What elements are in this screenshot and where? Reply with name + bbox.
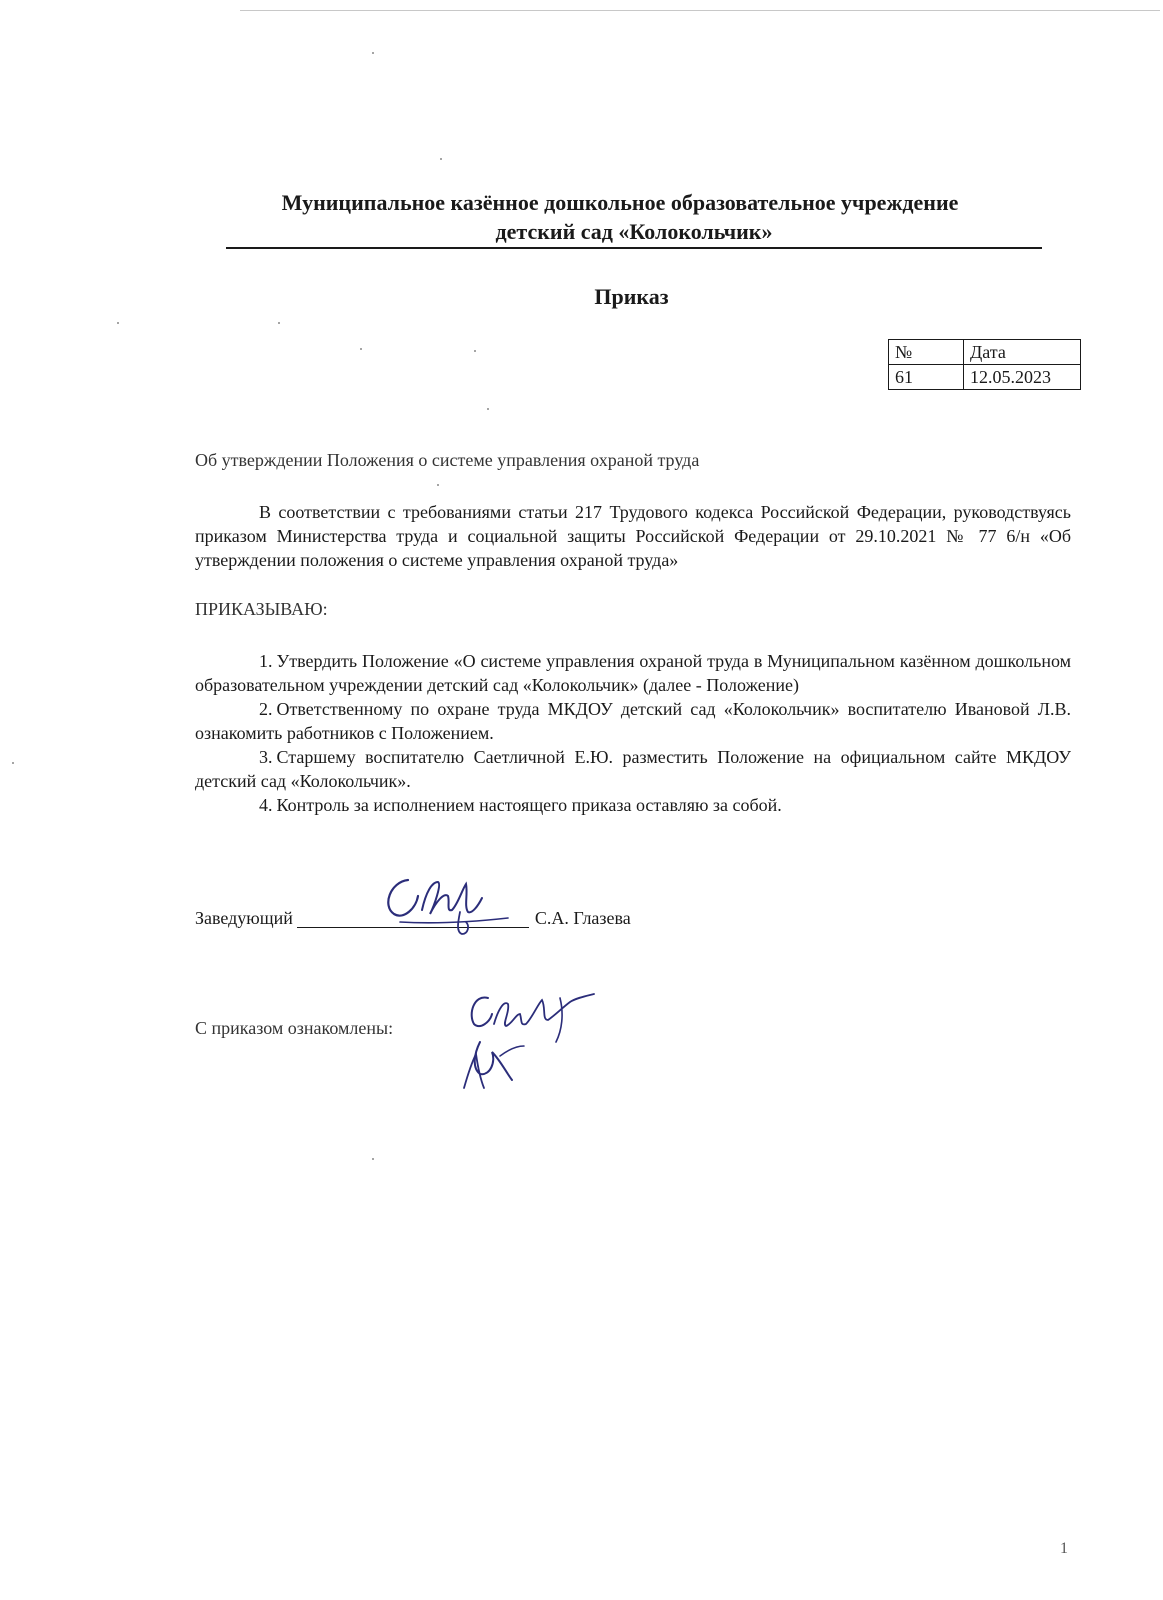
item-number: 1. bbox=[259, 651, 273, 671]
signatory-position: Заведующий bbox=[195, 908, 293, 928]
item-text: Ответственному по охране труда МКДОУ детский сад «Колокольчик» воспитателю Ивановой Л.В. ознакомить работников с Положением. bbox=[195, 699, 1071, 743]
table-header-row bbox=[889, 340, 1081, 365]
item-text: Старшему воспитателю Саетличной Е.Ю. разместить Положение на официальном сайте МКДОУ детский сад «Колокольчик». bbox=[195, 747, 1071, 791]
scan-speck bbox=[117, 322, 119, 324]
item-text: Контроль за исполнением настоящего приказа оставляю за собой. bbox=[276, 795, 782, 815]
item-number: 2. bbox=[259, 699, 273, 719]
order-item-4 bbox=[195, 793, 1071, 817]
scan-speck bbox=[360, 348, 362, 350]
order-meta-table bbox=[888, 339, 1081, 390]
date-header: Дата bbox=[964, 340, 1081, 365]
organization-name: Муниципальное казённое дошкольное образовательное учреждение bbox=[281, 190, 959, 215]
scan-edge-line bbox=[240, 10, 1160, 11]
scan-speck bbox=[278, 322, 280, 324]
decree-word: ПРИКАЗЫВАЮ: bbox=[195, 599, 328, 619]
header-divider bbox=[226, 247, 1042, 249]
item-text: Утвердить Положение «О системе управления охраной труда в Муниципальном казённом дошкольном образовательном учреждении детский сад «Колокольчик» (далее - Положение) bbox=[195, 651, 1071, 695]
acknowledgement-signatures bbox=[450, 984, 600, 1094]
order-item-1 bbox=[195, 649, 1071, 697]
order-number: 61 bbox=[889, 365, 964, 390]
scan-speck bbox=[487, 408, 489, 410]
order-item-3 bbox=[195, 745, 1071, 793]
item-number: 3. bbox=[259, 747, 273, 767]
order-item-2 bbox=[195, 697, 1071, 745]
acknowledgement-label: С приказом ознакомлены: bbox=[195, 1018, 394, 1038]
page-number: 1 bbox=[1060, 1540, 1068, 1557]
head-signature bbox=[372, 862, 512, 942]
organization-subtitle: детский сад «Колокольчик» bbox=[495, 219, 773, 244]
scan-speck bbox=[12, 762, 14, 764]
document-title: Приказ bbox=[594, 284, 669, 309]
order-items bbox=[195, 649, 1071, 817]
scan-speck bbox=[437, 484, 439, 486]
item-number: 4. bbox=[259, 795, 273, 815]
scan-speck bbox=[440, 158, 442, 160]
scan-speck bbox=[372, 1158, 374, 1160]
order-date: 12.05.2023 bbox=[964, 365, 1081, 390]
order-subject: Об утверждении Положения о системе управления охраной труда bbox=[195, 450, 700, 470]
number-header: № bbox=[889, 340, 964, 365]
signatory-name: С.А. Глазева bbox=[534, 908, 631, 928]
scan-speck bbox=[372, 52, 374, 54]
scan-speck bbox=[474, 350, 476, 352]
preamble-paragraph: В соответствии с требованиями статьи 217 Трудового кодекса Российской Федерации, руководствуясь приказом Министерства труда и социальной защиты Российской Федерации от 29.10.2021 № 77 6/н «Об утверждении положения о системе управления охраной труда» bbox=[195, 502, 1071, 570]
table-row bbox=[889, 365, 1081, 390]
